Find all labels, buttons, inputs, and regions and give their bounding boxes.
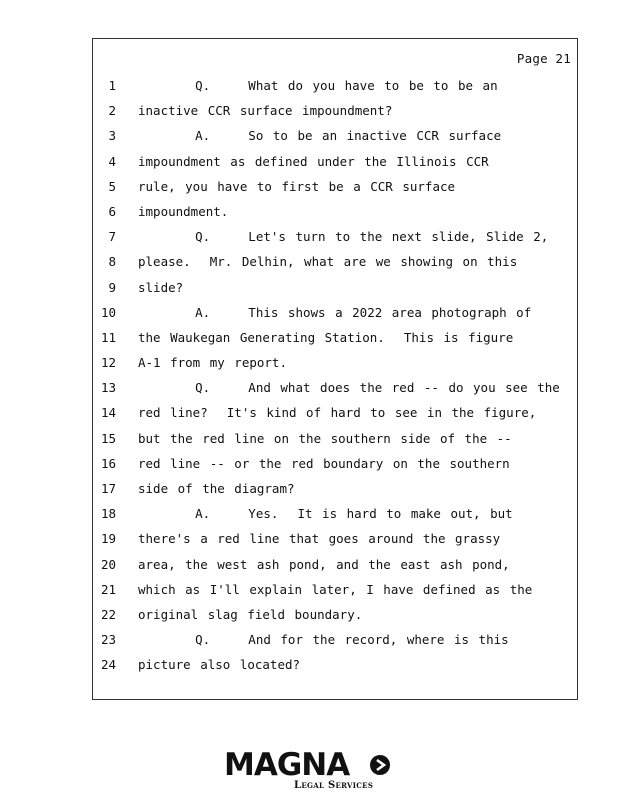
transcript-line: [93, 123, 577, 148]
line-number: 21: [100, 581, 116, 597]
transcript-page: [92, 38, 578, 700]
line-text: there's a red line that goes around the grassy: [138, 531, 501, 547]
line-text: area, the west ash pond, and the east ash pond,: [138, 556, 510, 572]
transcript-line: [93, 249, 577, 274]
transcript-line: [93, 300, 577, 325]
transcript-line: [93, 627, 577, 652]
line-text: red line? It's kind of hard to see in the figure,: [138, 405, 537, 421]
transcript-line: [93, 451, 577, 476]
transcript-line: [93, 476, 577, 501]
transcript-lines: [93, 73, 577, 678]
transcript-line: [93, 149, 577, 174]
transcript-line: [93, 552, 577, 577]
line-number: 12: [100, 355, 116, 371]
line-number: 14: [100, 405, 116, 421]
line-number: 6: [108, 203, 116, 219]
line-text: Q. What do you have to be to be an: [138, 78, 498, 93]
line-number: 8: [108, 254, 116, 270]
line-text: inactive CCR surface impoundment?: [138, 103, 393, 119]
line-number: 10: [100, 304, 116, 320]
page-number: Page 21: [516, 51, 571, 66]
line-number: 4: [108, 153, 116, 169]
line-text: slide?: [138, 279, 184, 295]
line-text: which as I'll explain later, I have defined as the: [138, 581, 533, 597]
line-text: impoundment.: [138, 203, 229, 219]
line-text: red line -- or the red boundary on the southern: [138, 455, 510, 471]
line-number: 1: [108, 78, 116, 93]
line-number: 23: [100, 632, 116, 648]
transcript-line: [93, 602, 577, 627]
line-number: 19: [100, 531, 116, 547]
line-text: Q. And what does the red -- do you see the: [138, 380, 560, 396]
line-text: but the red line on the southern side of the --: [138, 430, 512, 446]
line-number: 3: [108, 128, 116, 144]
line-text: A. Yes. It is hard to make out, but: [138, 506, 513, 522]
line-text: impoundment as defined under the Illinois CCR: [138, 153, 489, 169]
transcript-line: [93, 325, 577, 350]
line-text: Q. And for the record, where is this: [138, 632, 509, 648]
line-text: side of the diagram?: [138, 481, 295, 496]
line-number: 11: [100, 329, 116, 345]
logo-subtitle: Legal Services: [294, 780, 374, 791]
line-number: 16: [100, 455, 116, 471]
transcript-line: [93, 400, 577, 425]
magna-logo: [224, 748, 396, 794]
line-text: A. This shows a 2022 area photograph of: [138, 304, 532, 320]
transcript-line: [93, 275, 577, 300]
transcript-line: [93, 526, 577, 551]
transcript-line: [93, 350, 577, 375]
transcript-line: [93, 577, 577, 602]
logo-wordmark: MAGNA: [224, 747, 350, 783]
line-text: rule, you have to first be a CCR surface: [138, 178, 456, 194]
transcript-line: [93, 652, 577, 677]
line-text: A. So to be an inactive CCR surface: [138, 128, 502, 144]
line-text: picture also located?: [138, 657, 301, 673]
arrow-circle-icon: [369, 754, 391, 776]
line-text: the Waukegan Generating Station. This is figure: [138, 329, 514, 345]
line-number: 2: [108, 103, 116, 119]
transcript-line: [93, 426, 577, 451]
line-number: 17: [100, 481, 116, 496]
line-text: please. Mr. Delhin, what are we showing on this: [138, 254, 518, 270]
line-number: 24: [100, 657, 116, 673]
transcript-line: [93, 174, 577, 199]
transcript-line: [93, 73, 577, 98]
transcript-line: [93, 224, 577, 249]
line-number: 7: [108, 229, 116, 245]
line-number: 13: [100, 380, 116, 396]
line-number: 5: [108, 178, 116, 194]
transcript-line: [93, 98, 577, 123]
transcript-line: [93, 501, 577, 526]
transcript-line: [93, 199, 577, 224]
line-text: original slag field boundary.: [138, 606, 363, 622]
line-text: Q. Let's turn to the next slide, Slide 2,: [138, 229, 549, 245]
transcript-line: [93, 375, 577, 400]
line-number: 20: [100, 556, 116, 572]
line-text: A-1 from my report.: [138, 355, 287, 371]
line-number: 18: [100, 506, 116, 522]
line-number: 15: [100, 430, 116, 446]
line-number: 22: [100, 606, 116, 622]
line-number: 9: [108, 279, 116, 295]
